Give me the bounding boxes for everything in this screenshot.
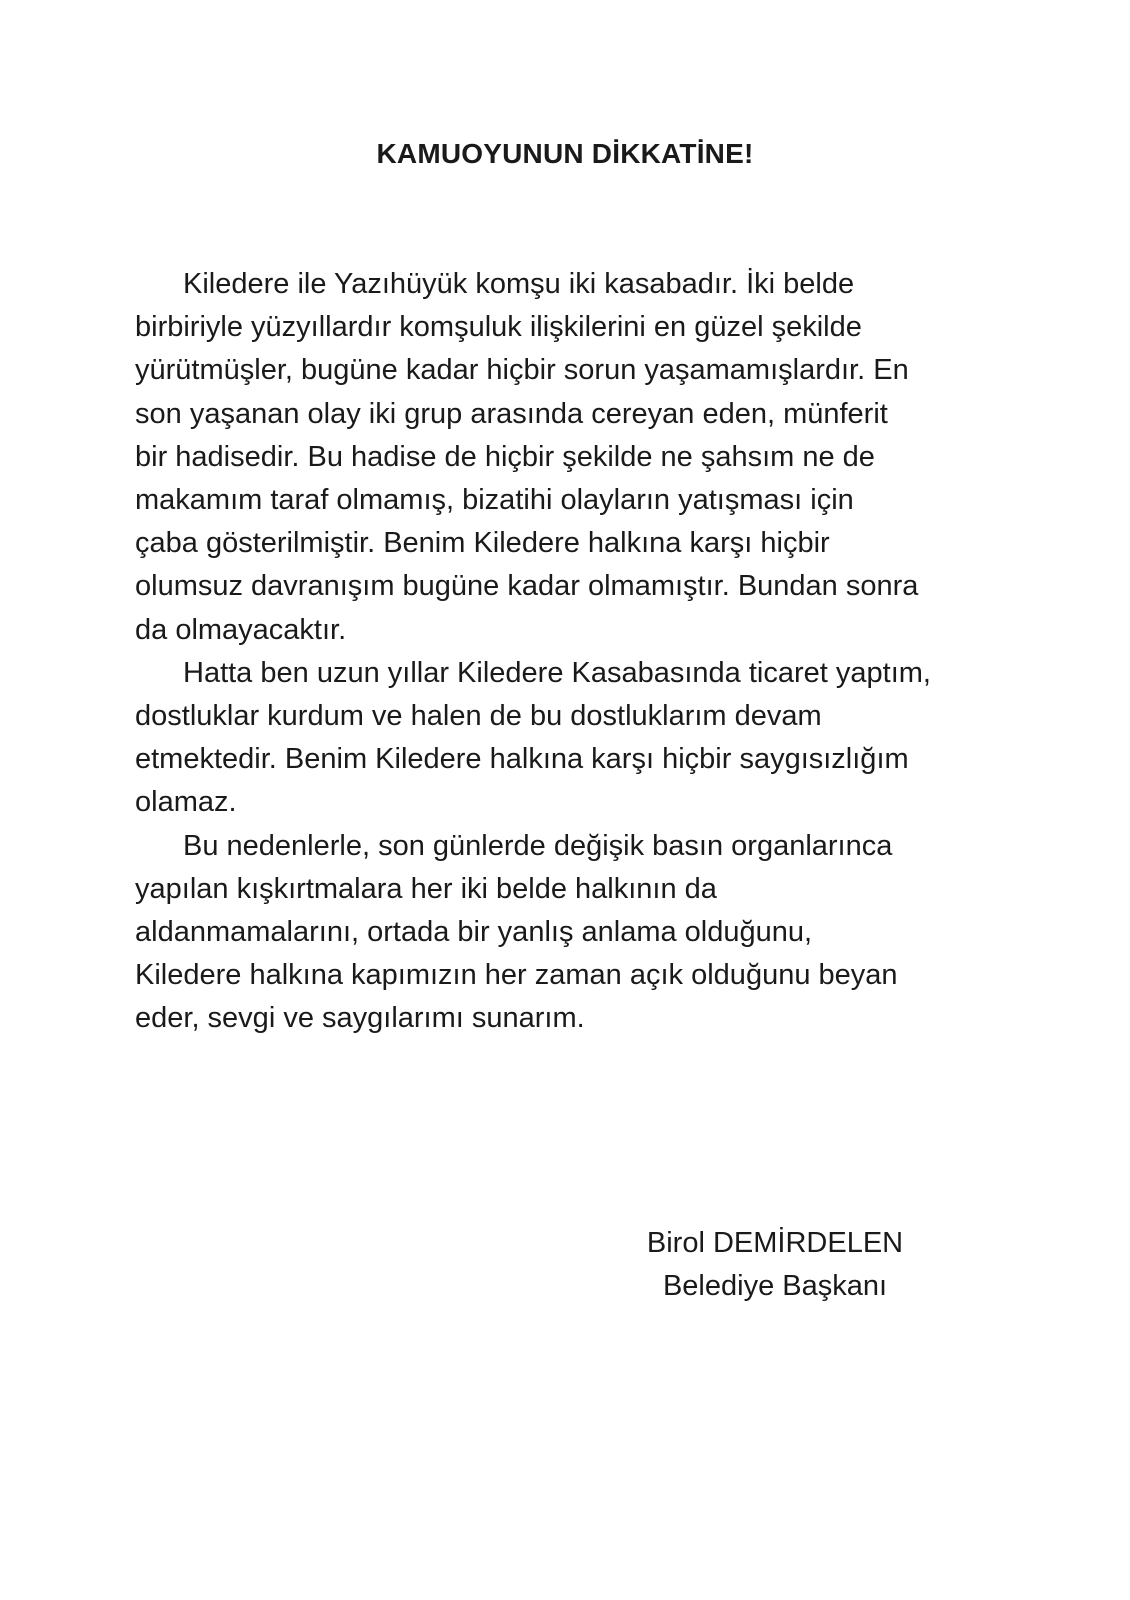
paragraph-2-line-3: etmektedir. Benim Kiledere halkına karşı hiçbir saygısızlığım — [135, 743, 909, 776]
paragraph-2-line-2: dostluklar kurdum ve halen de bu dostluklarım devam — [135, 700, 822, 733]
paragraph-1-line-3: yürütmüşler, bugüne kadar hiçbir sorun yaşamamışlardır. En — [135, 354, 909, 387]
paragraph-2-line-1: Hatta ben uzun yıllar Kiledere Kasabasında ticaret yaptım, — [183, 656, 931, 689]
paragraph-1-line-8: olumsuz davranışım bugüne kadar olmamıştır. Bundan sonra — [135, 570, 919, 603]
paragraph-3-line-1: Bu nedenlerle, son günlerde değişik basın organlarınca — [183, 829, 893, 862]
signature-name: Birol DEMİRDELEN — [646, 1227, 904, 1259]
paragraph-3-line-2: yapılan kışkırtmalara her iki belde halkının da — [135, 872, 717, 905]
paragraph-3-line-5: eder, sevgi ve saygılarımı sunarım. — [135, 1002, 585, 1035]
paragraph-1-line-9: da olmayacaktır. — [135, 613, 347, 646]
signature-position: Belediye Başkanı — [662, 1270, 888, 1302]
paragraph-1-line-6: makamım taraf olmamış, bizatihi olayların yatışması için — [135, 484, 854, 517]
paragraph-1-line-2: birbiriyle yüzyıllardır komşuluk ilişkilerini en güzel şekilde — [135, 311, 862, 344]
paragraph-2-line-4: olamaz. — [135, 786, 237, 819]
paragraph-1-line-7: çaba gösterilmiştir. Benim Kiledere halkına karşı hiçbir — [135, 527, 830, 560]
document-title: KAMUOYUNUN DİKKATİNE! — [376, 138, 754, 169]
paragraph-1-line-1: Kiledere ile Yazıhüyük komşu iki kasabadır. İki belde — [183, 268, 855, 300]
paragraph-1-line-4: son yaşanan olay iki grup arasında cereyan eden, münferit — [135, 397, 888, 430]
signature-block — [630, 1222, 920, 1308]
paragraph-3-line-4: Kiledere halkına kapımızın her zaman açık olduğunu beyan — [135, 959, 898, 992]
paragraph-1-line-5: bir hadisedir. Bu hadise de hiçbir şekilde ne şahsım ne de — [135, 440, 875, 473]
document-body — [135, 263, 1015, 1041]
paragraph-3-line-3: aldanmamalarını, ortada bir yanlış anlama olduğunu, — [135, 916, 813, 949]
